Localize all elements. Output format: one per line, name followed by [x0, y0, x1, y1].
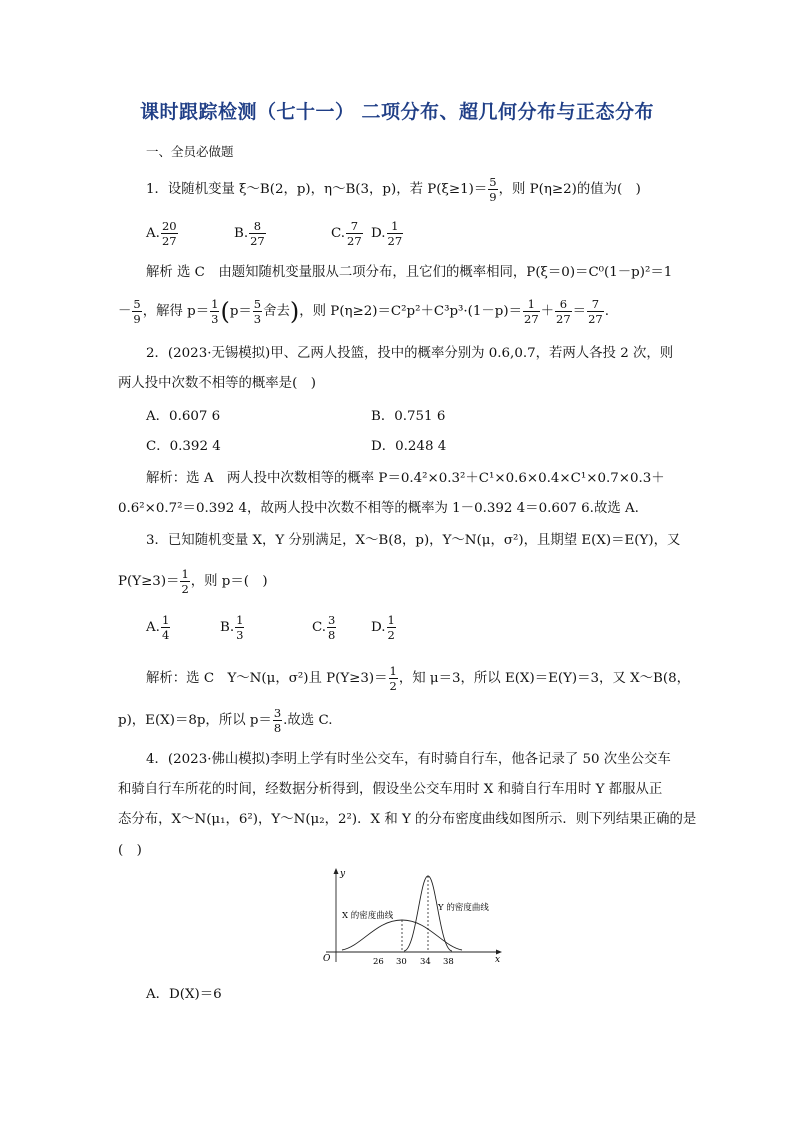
y-curve-label: Y 的密度曲线	[438, 903, 489, 913]
q2-stem-line1: 2．(2023·无锡模拟)甲、乙两人投篮，投中的概率分别为 0.6,0.7，若两人各投 2 次，则	[146, 346, 674, 361]
q1-option-c: C. $\frac{7}{27}$	[331, 219, 362, 249]
q3-solution-line1: 解析：选 C Y～N(μ，σ²)且 P(Y≥3)＝ $\frac{1}{2}$ ，知 μ＝3，所以 E(X)＝E(Y)＝3，又 X～B(8，	[146, 664, 690, 694]
q3-stem-line1: 3．已知随机变量 X，Y 分别满足，X～B(8，p)，Y～N(μ，σ²)，且期望 E(X)＝E(Y)，又	[146, 533, 681, 548]
q1-option-b: B. $\frac{8}{27}$	[234, 219, 265, 249]
q4-stem-line3: 态分布，X～N(μ₁，6²)，Y～N(μ₂，2²)．X 和 Y 的分布密度曲线如图所示．则下列结果正确的是	[118, 812, 697, 827]
tick-label: 26	[373, 957, 384, 967]
q2-option-b: B．0.751 6	[371, 409, 446, 424]
q3-solution-line2: p)，E(X)＝8p，所以 p＝ $\frac{3}{8}$ .故选 C.	[118, 706, 333, 736]
q3-option-c: C. $\frac{3}{8}$	[312, 613, 336, 643]
q3-option-d: D. $\frac{1}{2}$	[371, 613, 395, 643]
tick-label: 34	[420, 957, 431, 967]
q4-stem-line4: ( )	[118, 843, 142, 858]
q4-stem-line1: 4．(2023·佛山模拟)李明上学有时坐公交车，有时骑自行车，他各记录了 50 次坐公交车	[146, 752, 671, 767]
q2-solution-line2: 0.6²×0.7²＝0.392 4，故两人投中次数不相等的概率为 1－0.392 4＝0.607 6.故选 A.	[118, 501, 639, 516]
density-curve-figure	[312, 862, 512, 970]
q2-solution-line1: 解析：选 A 两人投中次数相等的概率 P＝0.4²×0.3²＋C¹×0.6×0.4×C¹×0.7×0.3＋	[146, 471, 665, 486]
q3-option-b: B. $\frac{1}{3}$	[220, 613, 244, 643]
q4-option-a: A．D(X)＝6	[146, 987, 222, 1002]
q1-solution-line1: 解析 选 C 由题知随机变量服从二项分布，且它们的概率相同，P(ξ＝0)＝C⁰(1－p)²＝1	[146, 265, 673, 280]
origin-label: O	[323, 954, 331, 964]
q2-option-a: A．0.607 6	[146, 409, 221, 424]
q4-stem-line2: 和骑自行车所花的时间，经数据分析得到，假设坐公交车用时 X 和骑自行车用时 Y 都服从正	[118, 782, 663, 797]
tick-label: 30	[396, 957, 407, 967]
section-heading: 一、全员必做题	[146, 144, 234, 159]
y-axis-label: y	[340, 869, 346, 879]
q2-option-d: D．0.248 4	[371, 439, 447, 454]
fraction: $\frac{5}{9}$	[489, 175, 497, 205]
x-axis-arrow	[496, 950, 502, 955]
q3-option-a: A. $\frac{1}{4}$	[146, 613, 170, 643]
q1-option-a: A. $\frac{20}{27}$	[146, 219, 177, 249]
x-axis-label: x	[495, 955, 501, 965]
q3-stem-line2: P(Y≥3)＝ $\frac{1}{2}$ ，则 p＝( )	[118, 567, 268, 597]
q2-option-c: C．0.392 4	[146, 439, 221, 454]
q1-solution-line2: － $\frac{5}{9}$ ，解得 p＝ $\frac{1}{3}$ (p＝ $\frac{5}{3}$ 舍去)，则 P(η≥2)＝C²p²＋C³p³·(1－p)＝ $\frac{1}{27}$ ＋ $\frac{6}{27}$ ＝ $\frac{7}{27}$ .	[118, 297, 609, 327]
q2-stem-line2: 两人投中次数不相等的概率是( )	[118, 376, 316, 391]
page-title: 课时跟踪检测（七十一） 二项分布、超几何分布与正态分布	[139, 101, 655, 123]
tick-label: 38	[443, 957, 454, 967]
x-curve-label: X 的密度曲线	[342, 911, 394, 921]
q1-option-d: D. $\frac{1}{27}$	[371, 219, 403, 249]
y-axis-arrow	[334, 868, 339, 874]
q1-stem: 1．设随机变量 ξ～B(2，p)，η～B(3，p)，若 P(ξ≥1)＝ $\frac{5}{9}$ ，则 P(η≥2)的值为( )	[146, 175, 641, 205]
